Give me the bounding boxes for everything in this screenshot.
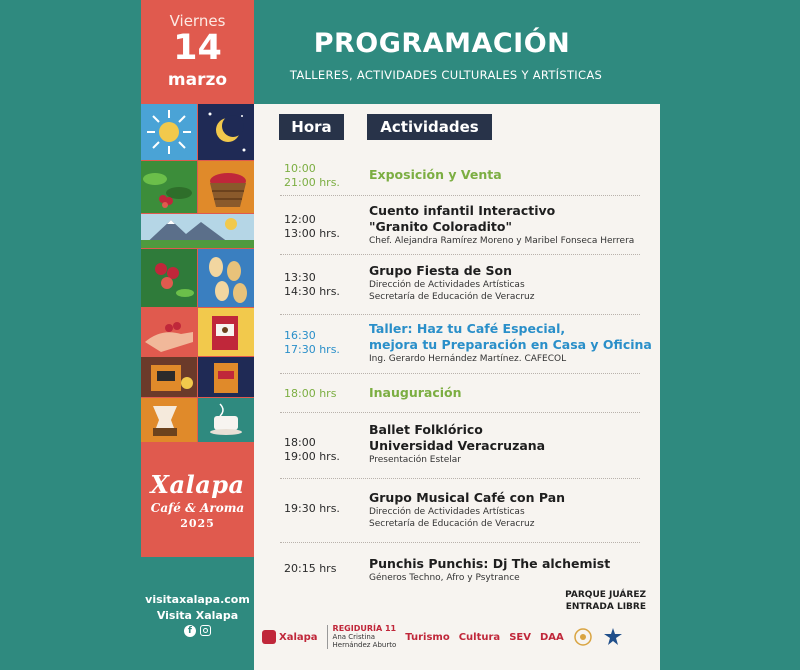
- xalapa-mark-icon: [262, 630, 276, 644]
- xalapa-logo: Xalapa: [262, 630, 318, 644]
- row-time: 18:00 19:00 hrs.: [284, 436, 340, 463]
- sun-icon: [141, 104, 197, 160]
- festival-logo: [141, 470, 254, 530]
- date-day: 14: [173, 28, 222, 68]
- sponsor-logos: [262, 622, 654, 652]
- date-weekday: Viernes: [169, 12, 226, 30]
- row-divider: [280, 314, 640, 315]
- daa-logo: DAA: [539, 631, 564, 643]
- coffee-machine-icon: [141, 357, 197, 397]
- coffee-pot-icon: [141, 398, 197, 442]
- coffee-cup-icon: [198, 398, 254, 442]
- row-activity: Punchis Punchis: Dj The alchemist Géneros Techno, Afro y Psytrance: [369, 556, 611, 583]
- coffee-beans-icon: [198, 249, 254, 307]
- social-links: [141, 625, 254, 637]
- row-divider: [280, 254, 640, 255]
- column-header-actividades: Actividades: [367, 114, 492, 140]
- coffee-basket-icon: [198, 161, 254, 213]
- row-divider: [280, 542, 640, 543]
- cultura-logo: Cultura: [458, 631, 501, 643]
- coffee-plant-icon: [141, 161, 197, 213]
- sev-logo: SEV: [509, 631, 531, 643]
- emblem-icon: [573, 627, 593, 647]
- coffee-cherries-icon: [141, 249, 197, 307]
- row-time: 16:30 17:30 hrs.: [284, 329, 340, 356]
- row-activity: Grupo Musical Café con Pan Dirección de Actividades Artísticas Secretaría de Educación de Veracruz: [369, 490, 566, 529]
- row-time: 20:15 hrs: [284, 562, 337, 575]
- page-subtitle: TALLERES, ACTIVIDADES CULTURALES Y ARTÍSTICAS: [289, 68, 603, 82]
- page-title: PROGRAMACIÓN: [313, 28, 571, 59]
- brand-subtitle: Café & Aroma: [150, 501, 245, 515]
- row-activity: Inauguración: [369, 385, 462, 400]
- column-header-hora: Hora: [279, 114, 344, 140]
- regiduria-logo: REGIDURÍA 11 Ana Cristina Hernández Aburto: [327, 625, 397, 649]
- row-time: 12:00 13:00 hrs.: [284, 213, 340, 240]
- brand-name: Xalapa: [150, 470, 245, 499]
- instagram-icon[interactable]: [200, 625, 211, 636]
- mountain-landscape-icon: [141, 214, 254, 248]
- turismo-logo: Turismo: [405, 631, 450, 643]
- emblem-logo: [573, 627, 593, 647]
- row-time: 13:30 14:30 hrs.: [284, 271, 340, 298]
- moon-icon: [198, 104, 254, 160]
- visit-block: [141, 593, 254, 637]
- row-time: 10:00 21:00 hrs.: [284, 162, 340, 189]
- date-block: [141, 0, 254, 102]
- university-crest-icon: [602, 626, 624, 648]
- row-divider: [280, 478, 640, 479]
- coffee-bag-icon: [198, 308, 254, 356]
- row-divider: [280, 373, 640, 374]
- row-divider: [280, 195, 640, 196]
- row-activity: Ballet Folklórico Universidad Veracruzana Presentación Estelar: [369, 422, 546, 465]
- event-banner: [141, 0, 254, 557]
- date-month: marzo: [167, 70, 228, 90]
- row-time: 18:00 hrs: [284, 387, 337, 400]
- illustration-mosaic: [141, 104, 254, 442]
- brand-year: 2025: [180, 517, 215, 530]
- university-logo: [602, 626, 624, 648]
- row-activity: Taller: Haz tu Café Especial, mejora tu Preparación en Casa y Oficina Ing. Gerardo Hernández Martínez. CAFECOL: [369, 321, 652, 364]
- coffee-package-icon: [198, 357, 254, 397]
- row-time: 19:30 hrs.: [284, 502, 340, 515]
- visit-name: Visita Xalapa: [156, 609, 239, 622]
- schedule-panel: [254, 104, 660, 670]
- venue-info: PARQUE JUÁREZ ENTRADA LIBRE: [565, 590, 646, 612]
- website-link[interactable]: visitaxalapa.com: [145, 593, 250, 606]
- facebook-icon[interactable]: f: [184, 625, 196, 637]
- row-activity: Grupo Fiesta de Son Dirección de Actividades Artísticas Secretaría de Educación de Veracruz: [369, 263, 535, 302]
- hand-holding-beans-icon: [141, 308, 197, 356]
- row-divider: [280, 412, 640, 413]
- row-activity: Exposición y Venta: [369, 167, 502, 182]
- row-activity: Cuento infantil Interactivo "Granito Coloradito" Chef. Alejandra Ramírez Moreno y Maribel Fonseca Herrera: [369, 203, 635, 246]
